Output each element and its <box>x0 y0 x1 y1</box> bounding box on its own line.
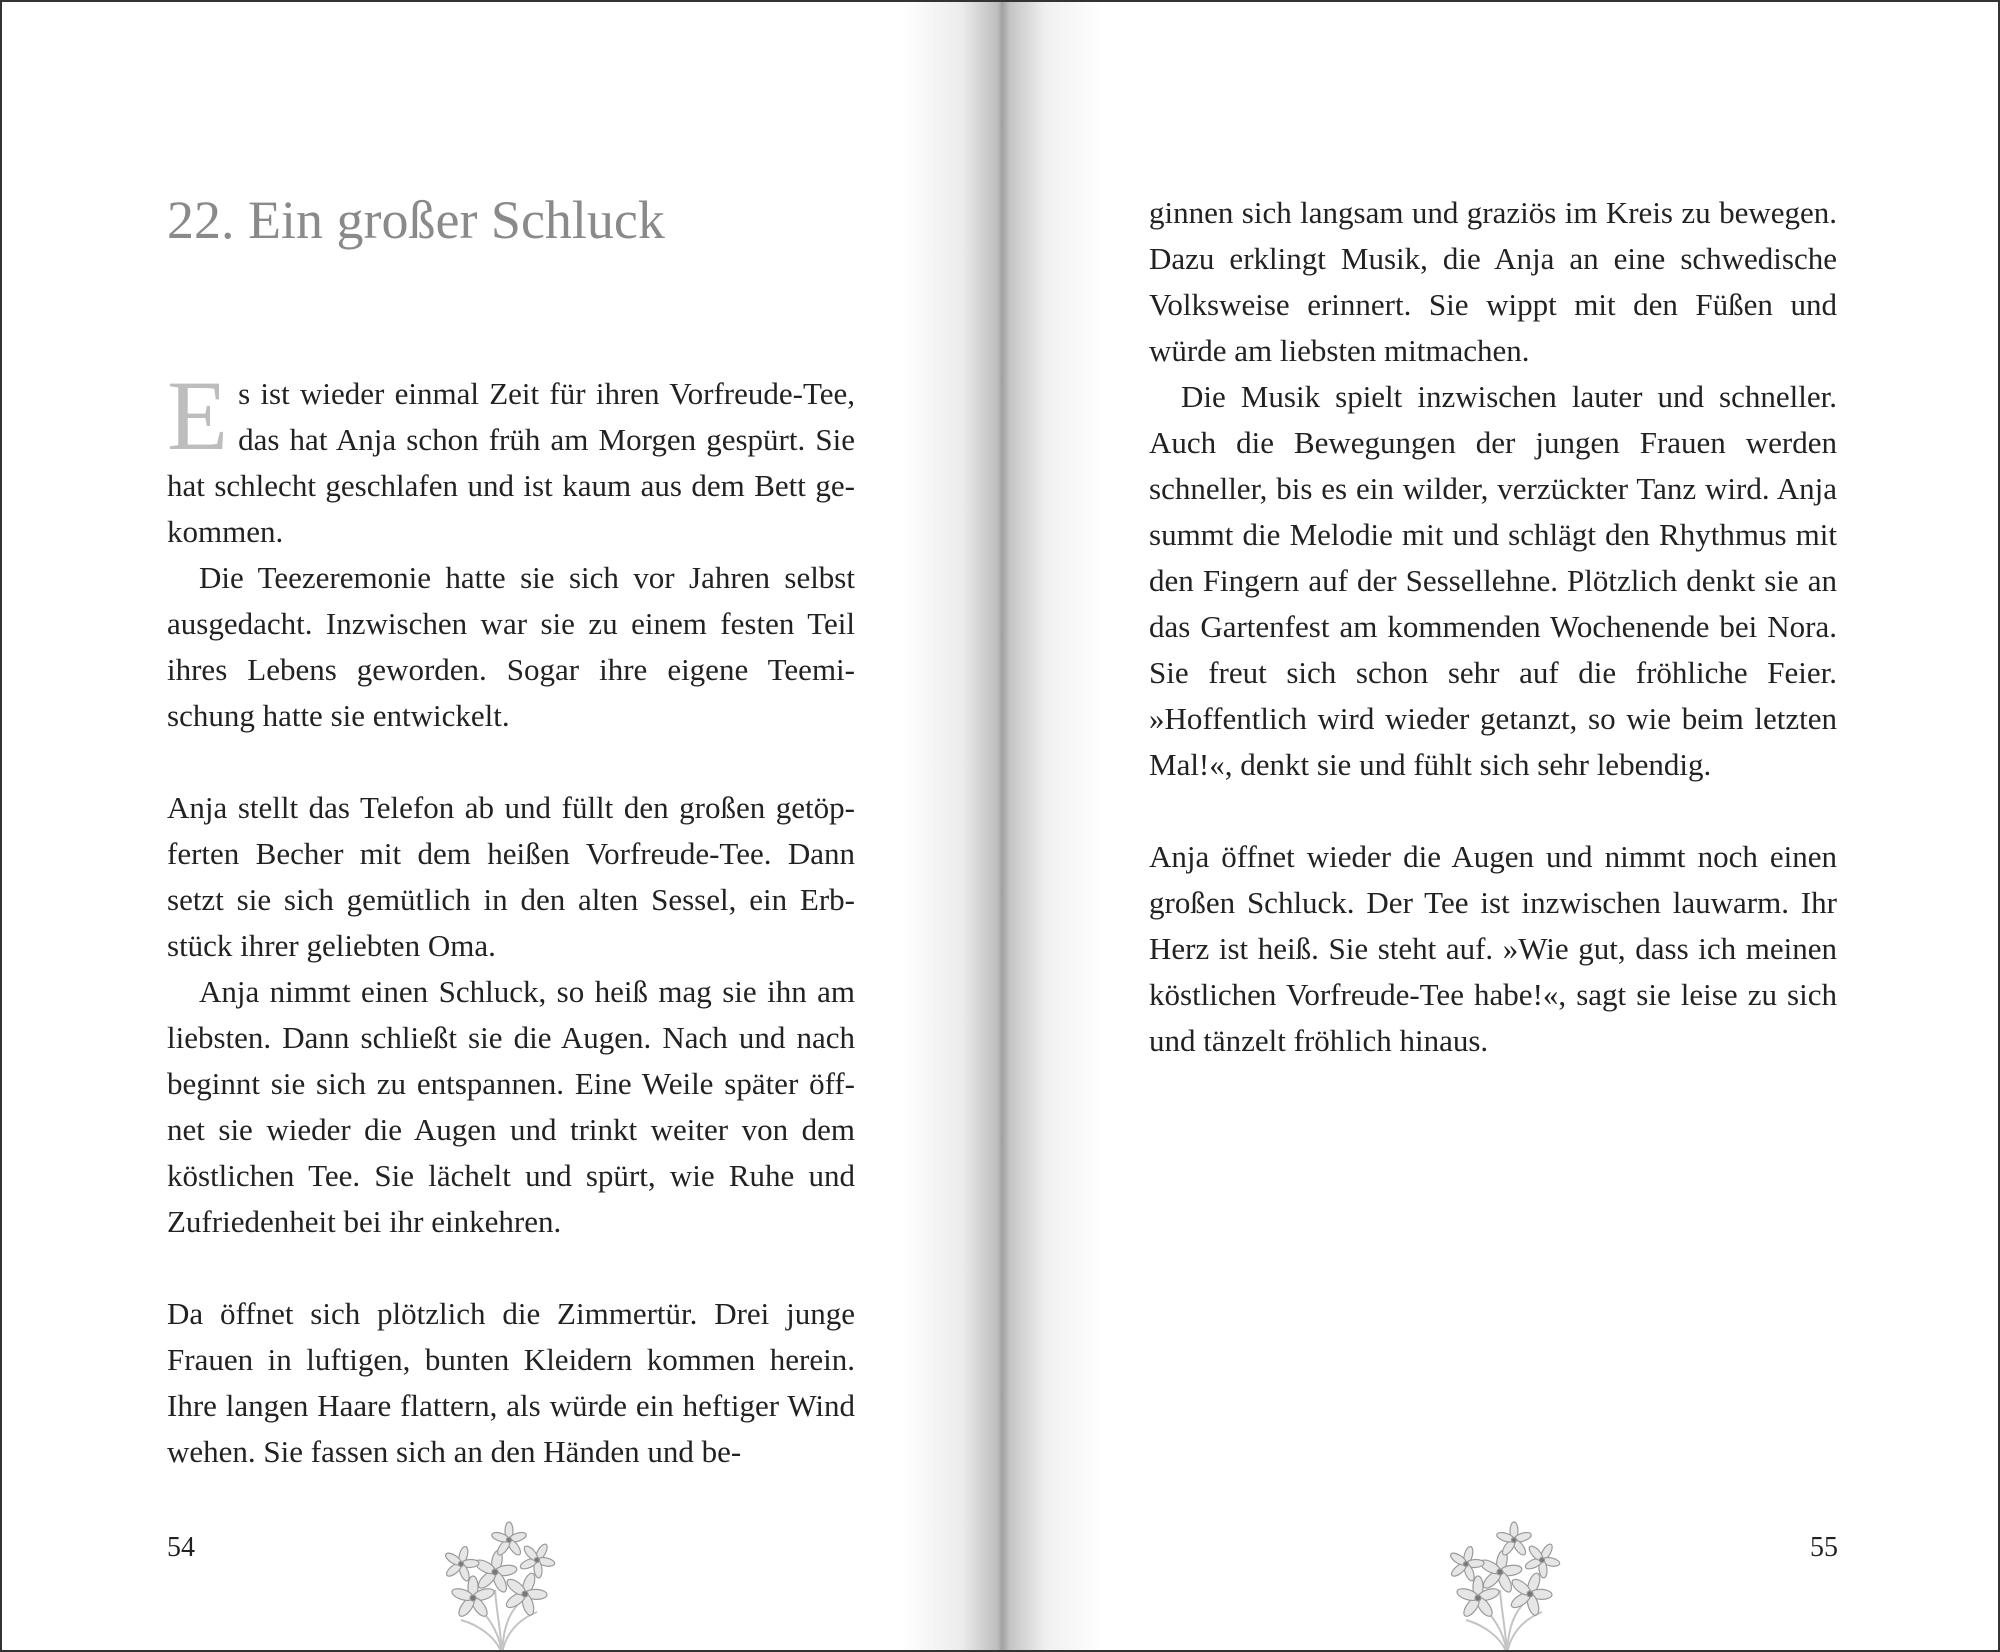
paragraph: Anja nimmt einen Schluck, so heiß mag sie ihn am liebsten. Dann schließt sie die Augen. Nach und nach beginnt sie sich zu entspannen. Eine Weile später öffnet sie wieder die Augen und trinkt weiter von dem köstlichen Tee. Sie lächelt und spürt, wie Ruhe und Zufriedenheit bei ihr einkehren. <box>167 974 855 1239</box>
flower-bouquet-icon <box>437 1520 567 1652</box>
chapter-title: 22. Ein großer Schluck <box>167 190 665 250</box>
paragraph: Da öffnet sich plötzlich die Zimmertür. Drei junge Frauen in luftigen, bunten Kleidern kommen herein. Ihre langen Haare flattern, als würde ein heftiger Wind wehen. Sie fassen sich an den Händen und be- <box>167 1296 855 1469</box>
paragraph: ginnen sich langsam und graziös im Kreis zu bewegen. Dazu erklingt Musik, die Anja an eine schwedische Volksweise erinnert. Sie wippt mit den Füßen und würde am liebsten mitmachen. <box>1149 195 1837 368</box>
right-page <box>1002 2 2000 1650</box>
paragraph <box>167 360 855 555</box>
left-page <box>2 2 1002 1650</box>
page-number: 54 <box>167 1532 195 1563</box>
page-number: 55 <box>1810 1532 1838 1563</box>
flower-bouquet-icon <box>1442 1520 1572 1652</box>
right-page-text <box>1149 190 1837 1064</box>
paragraph-text: s ist wieder einmal Zeit für ihren Vorfreude-Tee, das hat Anja schon früh am Morgen gespürt. Sie hat schlecht geschlafen und ist kaum aus dem Bett gekommen. <box>167 376 855 549</box>
dropcap: E <box>167 360 229 471</box>
paragraph: Anja öffnet wieder die Augen und nimmt noch einen großen Schluck. Der Tee ist inzwischen lauwarm. Ihr Herz ist heiß. Sie steht auf. »Wie gut, dass ich meinen köstlichen Vorfreude-Tee habe!«, sagt sie leise zu sich und tänzelt fröhlich hinaus. <box>1149 839 1837 1058</box>
paragraph: Die Musik spielt inzwischen lauter und schneller. Auch die Bewegungen der jungen Frauen werden schneller, bis es ein wilder, verzückter Tanz wird. Anja summt die Melodie mit und schlägt den Rhythmus mit den Fingern auf der Sessellehne. Plötzlich denkt sie an das Gartenfest am kommenden Wochenende bei Nora. Sie freut sich schon sehr auf die fröhliche Feier. »Hoffentlich wird wieder getanzt, so wie beim letzten Mal!«, denkt sie und fühlt sich sehr lebendig. <box>1149 379 1837 782</box>
paragraph: Die Teezeremonie hatte sie sich vor Jahren selbst ausgedacht. Inzwischen war sie zu einem festen Teil ihres Lebens geworden. Sogar ihre eigene Teemischung hatte sie entwickelt. <box>167 560 855 733</box>
paragraph: Anja stellt das Telefon ab und füllt den großen getöpferten Becher mit dem heißen Vorfreude-Tee. Dann setzt sie sich gemütlich in den alten Sessel, ein Erbstück ihrer geliebten Oma. <box>167 790 855 963</box>
left-page-text <box>167 360 855 1475</box>
